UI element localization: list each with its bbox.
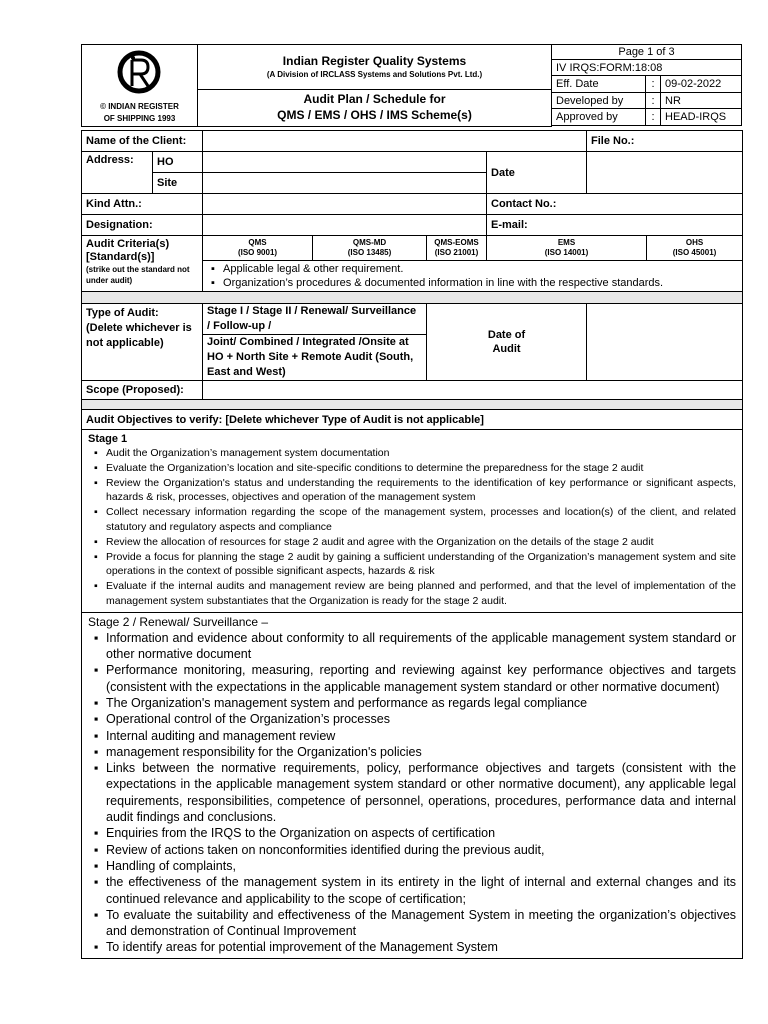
list-item: ▪ Provide a focus for planning the stage 2 audit by gaining a sufficient understanding of the Organization’s management system and site operations in the context of possible significant aspects, hazards & risk (88, 550, 736, 580)
list-item: ▪ the effectiveness of the management system in its entirety in the light of internal and external changes and its continued relevance and applicability to the scope of certification; (88, 874, 736, 907)
stage1-list (88, 446, 736, 609)
stage2-section (82, 612, 743, 958)
client-name-field[interactable] (203, 131, 587, 152)
list-item: ▪ Review the Organization's status and understanding the requirements to the identification of key performance or significant aspects, hazards & risk, processes, objectives and operation of the management system (88, 476, 736, 506)
approved-by-label: Approved by (552, 109, 646, 126)
scope-field[interactable] (203, 381, 743, 400)
file-no-label: File No.: (587, 131, 743, 152)
org-subtitle: (A Division of IRCLASS Systems and Solutions Pvt. Ltd.) (266, 70, 483, 79)
meta-colon: : (646, 93, 661, 109)
date-of-audit-field[interactable] (587, 304, 743, 381)
standard-qms-md[interactable]: QMS-MD (ISO 13485) (313, 236, 427, 261)
stage2-list (88, 630, 736, 956)
stage1-title: Stage 1 (88, 433, 128, 445)
ho-address-field[interactable] (203, 152, 487, 173)
list-item: ▪ Links between the normative requirements, policy, performance objectives and targets (consistent with the expectations in the applicable management system standard or other normative document), any applicable legal requirements, responsibilities, competence of personnel, operations, procedures, performance data and internal audit findings and conclusions. (88, 760, 736, 825)
list-item: ▪ Handling of complaints, (88, 858, 736, 874)
audit-criteria-label: Audit Criteria(s) [Standard(s)] (strike out the standard not under audit) (82, 236, 203, 292)
doc-title-1: Audit Plan / Schedule for (303, 92, 446, 106)
header-meta-box (551, 44, 742, 126)
org-name: Indian Register Quality Systems (282, 54, 467, 68)
header-title-box (197, 44, 552, 127)
doc-title-2: QMS / EMS / OHS / IMS Scheme(s) (277, 108, 472, 122)
list-item: ▪ management responsibility for the Organization's policies (88, 744, 736, 760)
standard-qms-eoms[interactable]: QMS-EOMS (ISO 21001) (427, 236, 487, 261)
audit-form (81, 130, 742, 959)
list-item: ▪ Enquiries from the IRQS to the Organization on aspects of certification (88, 825, 736, 841)
list-item: ▪ Review of actions taken on nonconformities identified during the previous audit, (88, 842, 736, 858)
date-field[interactable] (587, 152, 743, 194)
type-of-audit-label: Type of Audit: (Delete whichever is not applicable) (82, 304, 203, 381)
ho-label: HO (153, 152, 203, 173)
list-item: ▪ Applicable legal & other requirement. (205, 262, 740, 276)
list-item: ▪ To identify areas for potential improvement of the Management System (88, 939, 736, 955)
list-item: ▪ Audit the Organization’s management system documentation (88, 446, 736, 461)
logo-caption-1: © INDIAN REGISTER (100, 102, 179, 111)
irclass-logo-icon (114, 48, 164, 96)
client-name-label: Name of the Client: (82, 131, 203, 152)
approved-by-value: HEAD-IRQS (661, 109, 742, 126)
list-item: ▪ The Organization's management system and performance as regards legal compliance (88, 695, 736, 711)
site-label: Site (153, 173, 203, 194)
standard-ohs[interactable]: OHS (ISO 45001) (647, 236, 743, 261)
address-label: Address: (82, 152, 153, 194)
site-address-field[interactable] (203, 173, 487, 194)
contact-no-label: Contact No.: (487, 194, 743, 215)
page-number: Page 1 of 3 (552, 45, 742, 60)
list-item: ▪ Evaluate the Organization’s location and site-specific conditions to determine the preparedness for the stage 2 audit (88, 461, 736, 476)
list-item: ▪ Collect necessary information regarding the scope of the management system, processes and location(s) of the client, and related statutory and regulatory aspects and compliance (88, 505, 736, 535)
standard-ems[interactable]: EMS (ISO 14001) (487, 236, 647, 261)
developed-by-value: NR (661, 93, 742, 109)
spacer-row (82, 292, 743, 304)
logo-caption-2: OF SHIPPING 1993 (103, 114, 176, 123)
eff-date-value: 09-02-2022 (661, 76, 742, 93)
designation-field[interactable] (203, 215, 487, 236)
list-item: ▪ Operational control of the Organization’s processes (88, 711, 736, 727)
eff-date-label: Eff. Date (552, 76, 646, 93)
date-label: Date (487, 152, 587, 194)
form-number: IV IRQS:FORM:18:08 (552, 60, 742, 76)
list-item: ▪ Internal auditing and management review (88, 728, 736, 744)
list-item: ▪ Evaluate if the internal audits and management review are being planned and performed, and that the level of implementation of the management system substantiates that the Organization is ready for the stage 2 audit. (88, 579, 736, 609)
email-label: E-mail: (487, 215, 743, 236)
kind-attn-label: Kind Attn.: (82, 194, 203, 215)
criteria-bullets (203, 261, 743, 292)
meta-colon: : (646, 76, 661, 93)
kind-attn-field[interactable] (203, 194, 487, 215)
header-logo-box (81, 44, 198, 127)
objectives-heading: Audit Objectives to verify: [Delete whichever Type of Audit is not applicable] (82, 410, 743, 430)
designation-label: Designation: (82, 215, 203, 236)
list-item: ▪ Information and evidence about conformity to all requirements of the applicable management system standard or other normative document (88, 630, 736, 663)
list-item: ▪ Review the allocation of resources for stage 2 audit and agree with the Organization on the details of the stage 2 audit (88, 535, 736, 550)
audit-type-options-2[interactable]: Joint/ Combined / Integrated /Onsite at HO + North Site + Remote Audit (South, East and West) (203, 335, 427, 381)
list-item: ▪ Performance monitoring, measuring, reporting and reviewing against key performance objectives and targets (consistent with the expectations in the applicable management system standard or other normative document) (88, 662, 736, 695)
stage1-section (82, 430, 743, 613)
meta-colon: : (646, 109, 661, 126)
scope-label: Scope (Proposed): (82, 381, 203, 400)
developed-by-label: Developed by (552, 93, 646, 109)
standard-qms[interactable]: QMS (ISO 9001) (203, 236, 313, 261)
list-item: ▪ To evaluate the suitability and effectiveness of the Management System in meeting the organization’s objectives and demonstration of Continual Improvement (88, 907, 736, 940)
stage2-title: Stage 2 / Renewal/ Surveillance – (88, 614, 269, 629)
date-of-audit-label: Date of Audit (427, 304, 587, 381)
spacer-row (82, 400, 743, 410)
audit-type-options-1[interactable]: Stage I / Stage II / Renewal/ Surveillance / Follow-up / (203, 304, 427, 335)
list-item: ▪ Organization’s procedures & documented information in line with the respective standards. (205, 276, 740, 290)
